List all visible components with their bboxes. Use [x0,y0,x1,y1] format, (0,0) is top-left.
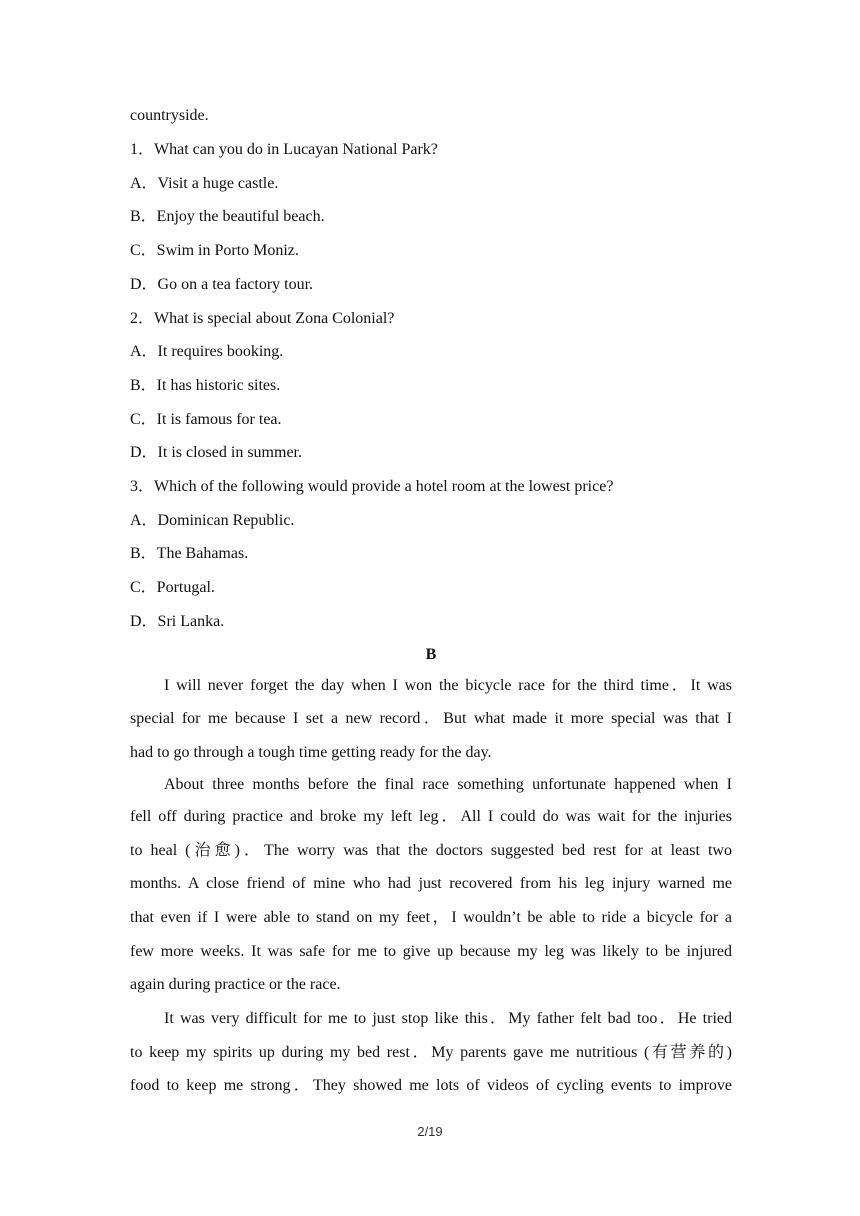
question-3-stem: 3．Which of the following would provide a hotel room at the lowest price? [130,478,614,495]
page-number: 2/19 [417,1124,443,1139]
intro-tail-text: countryside. [130,107,209,124]
paragraph-2-line-5: that even if I were able to stand on my feet，I wouldn’t be able to ride a bicycle for a [130,909,732,926]
paragraph-2-line-7: again during practice or the race. [130,976,341,993]
paragraph-2-line-2: fell off during practice and broke my left leg．All I could do was wait for the injuries [130,808,732,825]
question-3-option-a: A．Dominican Republic. [130,512,295,529]
paragraph-1-line-1: I will never forget the day when I won the bicycle race for the third time．It was [164,677,732,694]
question-1-option-d: D．Go on a tea factory tour. [130,276,314,293]
paragraph-2-line-1: About three months before the final race something unfortunate happened when I [164,776,732,793]
paragraph-2-line-4: months. A close friend of mine who had just recovered from his leg injury warned me [130,875,732,892]
section-b-heading: B [425,646,437,663]
paragraph-2-line-6: few more weeks. It was safe for me to give up because my leg was likely to be injured [130,943,732,960]
question-1-option-a: A．Visit a huge castle. [130,175,279,192]
question-1-stem: 1．What can you do in Lucayan National Park? [130,141,438,158]
question-2-stem: 2．What is special about Zona Colonial? [130,310,395,327]
paragraph-3-line-1: It was very difficult for me to just stop like this．My father felt bad too．He tried [164,1010,732,1027]
paragraph-1-line-2: special for me because I set a new record．But what made it more special was that I [130,710,732,727]
question-2-option-c: C．It is famous for tea. [130,411,282,428]
paragraph-2-line-3: to heal (治愈)．The worry was that the doctors suggested bed rest for at least two [130,842,732,859]
paragraph-3-line-2: to keep my spirits up during my bed rest．My parents gave me nutritious (有营养的) [130,1044,732,1061]
question-1-option-c: C．Swim in Porto Moniz. [130,242,299,259]
paragraph-1-line-3: had to go through a tough time getting ready for the day. [130,744,492,761]
paragraph-3-line-3: food to keep me strong．They showed me lots of videos of cycling events to improve [130,1077,732,1094]
question-3-option-b: B．The Bahamas. [130,545,249,562]
question-2-option-d: D．It is closed in summer. [130,444,302,461]
question-2-option-a: A．It requires booking. [130,343,284,360]
question-3-option-d: D．Sri Lanka. [130,613,225,630]
question-1-option-b: B．Enjoy the beautiful beach. [130,208,325,225]
question-2-option-b: B．It has historic sites. [130,377,281,394]
question-3-option-c: C．Portugal. [130,579,215,596]
